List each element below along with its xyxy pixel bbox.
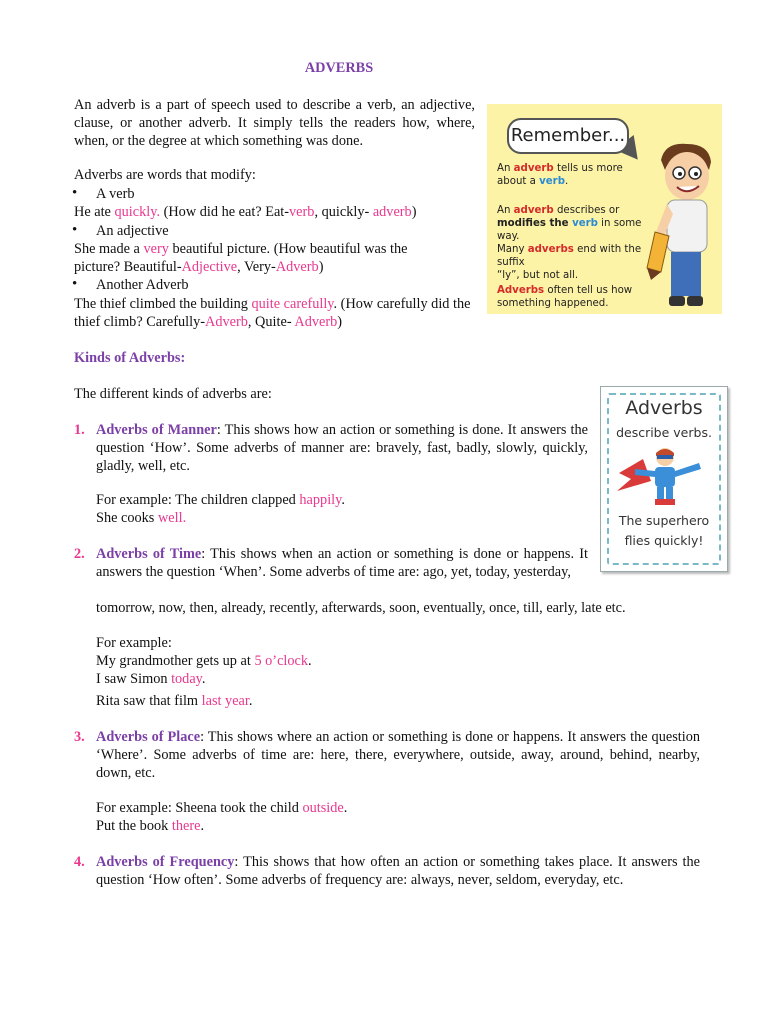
kind-place: Adverbs of Place: This shows where an action or something is done or happens. It answers the question ‘Where’. Some adverbs of time are: here, there, everywhere, outside, away, around, behind, nearby, down, etc. bbox=[96, 729, 701, 782]
time-example-3: Rita saw that film last year. bbox=[96, 693, 253, 709]
kind-manner: Adverbs of Manner: This shows how an action or something is done. It answers the question ‘How’. Some adverbs of manner are: bravely, fast, badly, slowly, quickly, gladly, well, etc. bbox=[96, 422, 588, 475]
remember-line-2: An adverb describes or modifies the verb in some way. bbox=[497, 205, 642, 242]
superhero-icon bbox=[613, 445, 715, 507]
speech-bubble: Remember... bbox=[507, 118, 629, 154]
card-title: Adverbs bbox=[625, 397, 703, 419]
intro-paragraph: An adverb is a part of speech used to describe a verb, an adjective, clause, or another adverb. It simply tells the readers how, where, when, or the degree at which something was done. bbox=[74, 97, 475, 150]
remember-line-1: An adverb tells us more about a verb. bbox=[497, 163, 623, 187]
kinds-heading: Kinds of Adverbs: bbox=[74, 350, 186, 366]
card-subtitle: describe verbs. bbox=[616, 425, 712, 440]
remember-illustration bbox=[487, 104, 722, 314]
adverbs-illustration bbox=[600, 386, 728, 572]
place-example-1: For example: Sheena took the child outside. bbox=[96, 800, 348, 816]
example-adverb: The thief climbed the building quite carefully. (How carefully did the thief climb? Carefully-Adverb, Quite- Adverb) bbox=[74, 296, 471, 331]
example-adjective: She made a very beautiful picture. (How beautiful was the picture? Beautiful-Adjective, Very-Adverb) bbox=[74, 241, 408, 276]
remember-line-4: Adverbs often tell us how something happened. bbox=[497, 285, 633, 309]
kind-number: 4. bbox=[74, 854, 85, 870]
bullet-another-adverb: • Another Adverb bbox=[96, 276, 189, 294]
kind-number: 2. bbox=[74, 546, 85, 562]
page-title: ADVERBS bbox=[304, 60, 374, 76]
bullet-adjective: • An adjective bbox=[96, 222, 169, 240]
bullet-verb: • A verb bbox=[96, 185, 135, 203]
modify-lead: Adverbs are words that modify: bbox=[74, 167, 256, 183]
card-caption: The superhero flies quickly! bbox=[618, 513, 710, 548]
kind-number: 1. bbox=[74, 422, 85, 438]
time-example-2: I saw Simon today. bbox=[96, 671, 206, 687]
kind-time-continued: tomorrow, now, then, already, recently, afterwards, soon, eventually, once, till, early, late etc. bbox=[96, 600, 626, 616]
manner-example-2: She cooks well. bbox=[96, 510, 187, 526]
kind-number: 3. bbox=[74, 729, 85, 745]
time-example-1: My grandmother gets up at 5 o’clock. bbox=[96, 653, 312, 669]
place-example-2: Put the book there. bbox=[96, 818, 205, 834]
kind-frequency: Adverbs of Frequency: This shows that how often an action or something takes place. It answers the question ‘How often’. Some adverbs of frequency are: always, never, seldom, everyday, etc. bbox=[96, 854, 700, 889]
manner-example-1: For example: The children clapped happily. bbox=[96, 492, 345, 508]
remember-line-3: Many adverbs end with the suffix “ly”, but not all. bbox=[497, 244, 642, 281]
example-verb: He ate quickly. (How did he eat? Eat-verb, quickly- adverb) bbox=[74, 204, 417, 220]
time-example-lead: For example: bbox=[96, 635, 172, 651]
cartoon-boy-icon bbox=[643, 140, 722, 314]
kind-time: Adverbs of Time: This shows when an action or something is done or happens. It answers the question ‘When’. Some adverbs of time are: ago, yet, today, yesterday, bbox=[96, 546, 588, 581]
kinds-lead: The different kinds of adverbs are: bbox=[74, 386, 272, 402]
